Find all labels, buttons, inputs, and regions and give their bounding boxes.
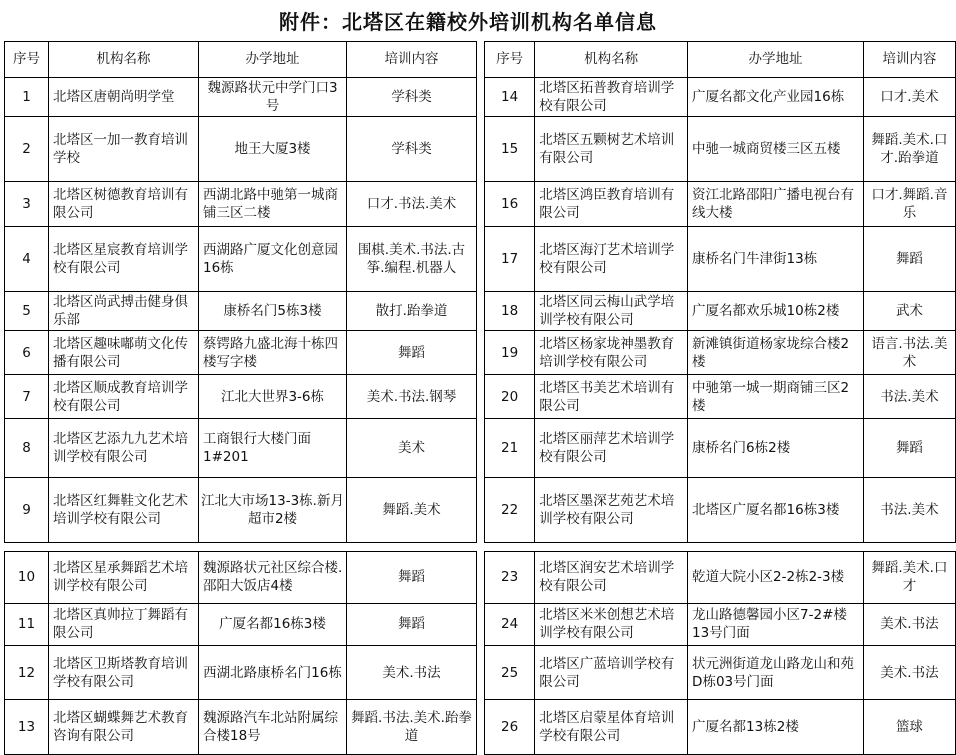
row-institution-name: 北塔区唐朝尚明学堂 [49, 77, 199, 117]
row-index: 9 [5, 478, 49, 543]
row-institution-name: 北塔区尚武搏击健身俱乐部 [49, 291, 199, 331]
row-institution-name: 北塔区星承舞蹈艺术培训学校有限公司 [49, 551, 199, 603]
row-content: 书法.美术 [863, 478, 955, 543]
row-content: 学科类 [347, 117, 477, 182]
row-institution-name: 北塔区润安艺术培训学校有限公司 [535, 551, 688, 603]
row-address: 康桥名门牛津街13栋 [688, 226, 864, 291]
row-address: 广厦名都文化产业园16栋 [688, 77, 864, 117]
table-header-row [5, 42, 477, 78]
row-address: 龙山路德馨园小区7-2#楼13号门面 [688, 603, 864, 645]
header-name: 机构名称 [49, 42, 199, 78]
row-address: 状元洲街道龙山路龙山和苑D栋03号门面 [688, 645, 864, 700]
table-row [485, 226, 956, 291]
table-row [5, 603, 477, 645]
row-address: 魏源路汽车北站附属综合楼18号 [199, 700, 347, 755]
header-address: 办学地址 [688, 42, 864, 78]
row-content: 舞蹈 [863, 226, 955, 291]
row-address: 广厦名都13栋2楼 [688, 700, 864, 755]
row-index: 23 [485, 551, 535, 603]
row-institution-name: 北塔区墨深艺苑艺术培训学校有限公司 [535, 478, 688, 543]
row-address: 广厦名都欢乐城10栋2楼 [688, 291, 864, 331]
row-institution-name: 北塔区启蒙星体育培训学校有限公司 [535, 700, 688, 755]
row-address: 康桥名门5栋3楼 [199, 291, 347, 331]
table-gap-cell [5, 543, 477, 551]
row-index: 25 [485, 645, 535, 700]
table-row [485, 375, 956, 419]
row-content: 武术 [863, 291, 955, 331]
row-institution-name: 北塔区米米创想艺术培训学校有限公司 [535, 603, 688, 645]
table-row [5, 117, 477, 182]
table-gap [5, 543, 477, 551]
row-content: 口才.书法.美术 [347, 182, 477, 226]
header-address: 办学地址 [199, 42, 347, 78]
table-row [5, 331, 477, 375]
institution-table-right [484, 41, 956, 755]
row-index: 10 [5, 551, 49, 603]
row-index: 18 [485, 291, 535, 331]
row-content: 美术.书法 [347, 645, 477, 700]
row-address: 中驰第一城一期商铺三区2楼 [688, 375, 864, 419]
table-row [5, 182, 477, 226]
row-index: 11 [5, 603, 49, 645]
row-index: 2 [5, 117, 49, 182]
row-content: 舞蹈 [347, 551, 477, 603]
header-content: 培训内容 [863, 42, 955, 78]
row-index: 7 [5, 375, 49, 419]
row-address: 地王大厦3楼 [199, 117, 347, 182]
row-content: 美术 [347, 419, 477, 478]
page-title: 附件：北塔区在籍校外培训机构名单信息 [279, 9, 657, 34]
row-content: 舞蹈.美术.口才 [863, 551, 955, 603]
row-index: 6 [5, 331, 49, 375]
row-index: 24 [485, 603, 535, 645]
row-institution-name: 北塔区丽萍艺术培训学校有限公司 [535, 419, 688, 478]
row-content: 舞蹈 [863, 419, 955, 478]
row-institution-name: 北塔区顺成教育培训学校有限公司 [49, 375, 199, 419]
row-address: 西湖路广厦文化创意园16栋 [199, 226, 347, 291]
row-content: 篮球 [863, 700, 955, 755]
row-content: 舞蹈.美术 [347, 478, 477, 543]
row-institution-name: 北塔区海汀艺术培训学校有限公司 [535, 226, 688, 291]
row-institution-name: 北塔区杨家垅神墨教育培训学校有限公司 [535, 331, 688, 375]
row-address: 康桥名门6栋2楼 [688, 419, 864, 478]
table-row [5, 375, 477, 419]
table-row [485, 117, 956, 182]
table-row [485, 478, 956, 543]
row-address: 江北大世界3-6栋 [199, 375, 347, 419]
row-address: 中驰一城商贸楼三区五楼 [688, 117, 864, 182]
row-content: 舞蹈.美术.口才.跆拳道 [863, 117, 955, 182]
row-content: 口才.舞蹈.音乐 [863, 182, 955, 226]
row-institution-name: 北塔区一加一教育培训学校 [49, 117, 199, 182]
row-institution-name: 北塔区拓普教育培训学校有限公司 [535, 77, 688, 117]
row-address: 蔡锷路九盛北海十栋四楼写字楼 [199, 331, 347, 375]
row-content: 舞蹈 [347, 603, 477, 645]
row-index: 26 [485, 700, 535, 755]
row-content: 口才.美术 [863, 77, 955, 117]
row-content: 舞蹈.书法.美术.跆拳道 [347, 700, 477, 755]
row-address: 工商银行大楼门面1#201 [199, 419, 347, 478]
row-address: 广厦名都16栋3楼 [199, 603, 347, 645]
row-index: 22 [485, 478, 535, 543]
table-row [5, 291, 477, 331]
row-index: 1 [5, 77, 49, 117]
table-row [5, 77, 477, 117]
row-address: 江北大市场13-3栋.新月超市2楼 [199, 478, 347, 543]
row-address: 西湖北路康桥名门16栋 [199, 645, 347, 700]
row-index: 19 [485, 331, 535, 375]
table-row [485, 331, 956, 375]
table-gap [485, 543, 956, 551]
row-content: 散打.跆拳道 [347, 291, 477, 331]
row-address: 乾道大院小区2-2栋2-3楼 [688, 551, 864, 603]
row-institution-name: 北塔区书美艺术培训有限公司 [535, 375, 688, 419]
table-row [485, 419, 956, 478]
row-address: 资江北路邵阳广播电视台有线大楼 [688, 182, 864, 226]
row-index: 16 [485, 182, 535, 226]
table-header-row [485, 42, 956, 78]
row-institution-name: 北塔区真帅拉丁舞蹈有限公司 [49, 603, 199, 645]
table-row [485, 551, 956, 603]
row-index: 21 [485, 419, 535, 478]
table-row [485, 603, 956, 645]
table-row [485, 182, 956, 226]
row-content: 舞蹈 [347, 331, 477, 375]
row-institution-name: 北塔区五颗树艺术培训有限公司 [535, 117, 688, 182]
table-row [485, 645, 956, 700]
row-index: 13 [5, 700, 49, 755]
table-row [485, 700, 956, 755]
table-row [485, 291, 956, 331]
row-index: 4 [5, 226, 49, 291]
row-index: 5 [5, 291, 49, 331]
row-institution-name: 北塔区卫斯塔教育培训学校有限公司 [49, 645, 199, 700]
row-address: 西湖北路中驰第一城商铺三区二楼 [199, 182, 347, 226]
table-row [5, 645, 477, 700]
row-institution-name: 北塔区星宸教育培训学校有限公司 [49, 226, 199, 291]
table-row [485, 77, 956, 117]
row-index: 12 [5, 645, 49, 700]
header-content: 培训内容 [347, 42, 477, 78]
header-name: 机构名称 [535, 42, 688, 78]
row-institution-name: 北塔区树德教育培训有限公司 [49, 182, 199, 226]
row-institution-name: 北塔区广蓝培训学校有限公司 [535, 645, 688, 700]
table-row [5, 419, 477, 478]
row-index: 15 [485, 117, 535, 182]
row-content: 美术.书法 [863, 603, 955, 645]
row-index: 8 [5, 419, 49, 478]
row-index: 3 [5, 182, 49, 226]
row-address: 北塔区广厦名都16栋3楼 [688, 478, 864, 543]
row-content: 美术.书法.钢琴 [347, 375, 477, 419]
row-institution-name: 北塔区鸿臣教育培训有限公司 [535, 182, 688, 226]
institution-table-left [4, 41, 477, 755]
table-gap-cell [485, 543, 956, 551]
row-institution-name: 北塔区艺添九九艺术培训学校有限公司 [49, 419, 199, 478]
header-index: 序号 [485, 42, 535, 78]
table-row [5, 226, 477, 291]
row-institution-name: 北塔区红舞鞋文化艺术培训学校有限公司 [49, 478, 199, 543]
row-institution-name: 北塔区同云梅山武学培训学校有限公司 [535, 291, 688, 331]
row-address: 魏源路状元中学门口3号 [199, 77, 347, 117]
table-row [5, 478, 477, 543]
row-institution-name: 北塔区趣味嘟萌文化传播有限公司 [49, 331, 199, 375]
row-content: 围棋.美术.书法.古筝.编程.机器人 [347, 226, 477, 291]
row-institution-name: 北塔区蝴蝶舞艺术教育咨询有限公司 [49, 700, 199, 755]
row-index: 20 [485, 375, 535, 419]
row-index: 14 [485, 77, 535, 117]
row-index: 17 [485, 226, 535, 291]
row-content: 语言.书法.美术 [863, 331, 955, 375]
row-address: 新滩镇街道杨家垅综合楼2楼 [688, 331, 864, 375]
header-index: 序号 [5, 42, 49, 78]
row-content: 学科类 [347, 77, 477, 117]
row-content: 书法.美术 [863, 375, 955, 419]
table-row [5, 551, 477, 603]
table-row [5, 700, 477, 755]
row-address: 魏源路状元社区综合楼.邵阳大饭店4楼 [199, 551, 347, 603]
row-content: 美术.书法 [863, 645, 955, 700]
